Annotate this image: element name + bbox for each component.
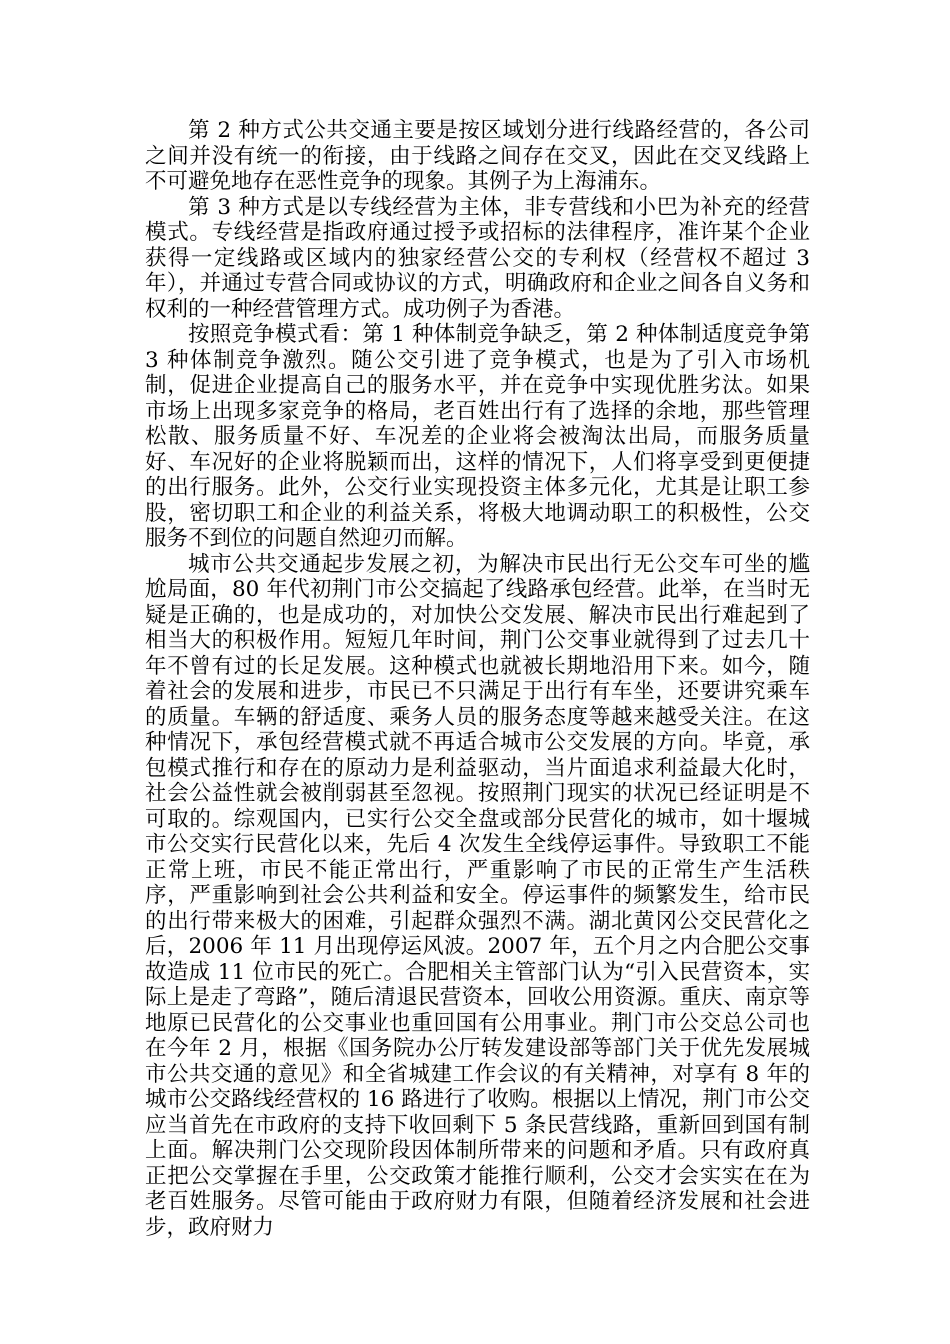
document-body (145, 118, 810, 1240)
paragraph-jingmen-public-transit: 城市公共交通起步发展之初，为解决市民出行无公交车可坐的尴尬局面，80 年代初荆门市公交搞起了线路承包经营。此举，在当时无疑是正确的，也是成功的，对加快公交发展、解决市民出行难起到了相当大的积极作用。短短几年时间，荆门公交事业就得到了过去几十年不曾有过的长足发展。这种模式也就被长期地沿用下来。如今，随着社会的发展和进步，市民已不只满足于出行有车坐，还要讲究乘车的质量。车辆的舒适度、乘务人员的服务态度等越来越受关注。在这种情况下，承包经营模式就不再适合城市公交发展的方向。毕竟，承包模式推行和存在的原动力是利益驱动，当片面追求利益最大化时，社会公益性就会被削弱甚至忽视。按照荆门现实的状况已经证明是不可取的。综观国内，已实行公交全盘或部分民营化的城市，如十堰城市公交实行民营化以来，先后 4 次发生全线停运事件。导致职工不能正常上班，市民不能正常出行，严重影响了市民的正常生产生活秩序，严重影响到社会公共利益和安全。停运事件的频繁发生，给市民的出行带来极大的困难，引起群众强烈不满。湖北黄冈公交民营化之后，2006 年 11 月出现停运风波。2007 年，五个月之内合肥公交事故造成 11 位市民的死亡。合肥相关主管部门认为“引入民营资本，实际上是走了弯路”，随后清退民营资本，回收公用资源。重庆、南京等地原已民营化的公交事业也重回国有公用事业。荆门市公交总公司也在今年 2 月，根据《国务院办公厅转发建设部等部门关于优先发展城市公共交通的意见》和全省城建工作会议的有关精神，对享有 8 年的城市公交路线经营权的 16 路进行了收购。根据以上情况，荆门市公交应当首先在市政府的支持下收回剩下 5 条民营线路，重新回到国有制上面。解决荆门公交现阶段因体制所带来的问题和矛盾。只有政府真正把公交掌握在手里，公交政策才能推行顺利，公交才会实实在在为老百姓服务。尽管可能由于政府财力有限，但随着经济发展和社会进步，政府财力 (145, 551, 810, 1240)
paragraph-competition-model: 按照竞争模式看：第 1 种体制竞争缺乏，第 2 种体制适度竞争第 3 种体制竞争激烈。随公交引进了竞争模式，也是为了引入市场机制，促进企业提高自己的服务水平，并在竞争中实现优胜劣汰。如果市场上出现多家竞争的格局，老百姓出行有了选择的余地，那些管理松散、服务质量不好、车况差的企业将会被淘汰出局，而服务质量好、车况好的企业将脱颖而出，这样的情况下，人们将享受到更便捷的出行服务。此外，公交行业实现投资主体多元化，尤其是让职工参股，密切职工和企业的利益关系，将极大地调动职工的积极性，公交服务不到位的问题自然迎刃而解。 (145, 322, 810, 551)
paragraph-2nd-method: 第 2 种方式公共交通主要是按区域划分进行线路经营的，各公司之间并没有统一的衔接，由于线路之间存在交叉，因此在交叉线路上不可避免地存在恶性竞争的现象。其例子为上海浦东。 (145, 118, 810, 194)
paragraph-3rd-method: 第 3 种方式是以专线经营为主体，非专营线和小巴为补充的经营模式。专线经营是指政府通过授予或招标的法律程序，准许某个企业获得一定线路或区域内的独家经营公交的专利权（经营权不超过 3 年），并通过专营合同或协议的方式，明确政府和企业之间各自义务和权利的一种经营管理方式。成功例子为香港。 (145, 194, 810, 322)
